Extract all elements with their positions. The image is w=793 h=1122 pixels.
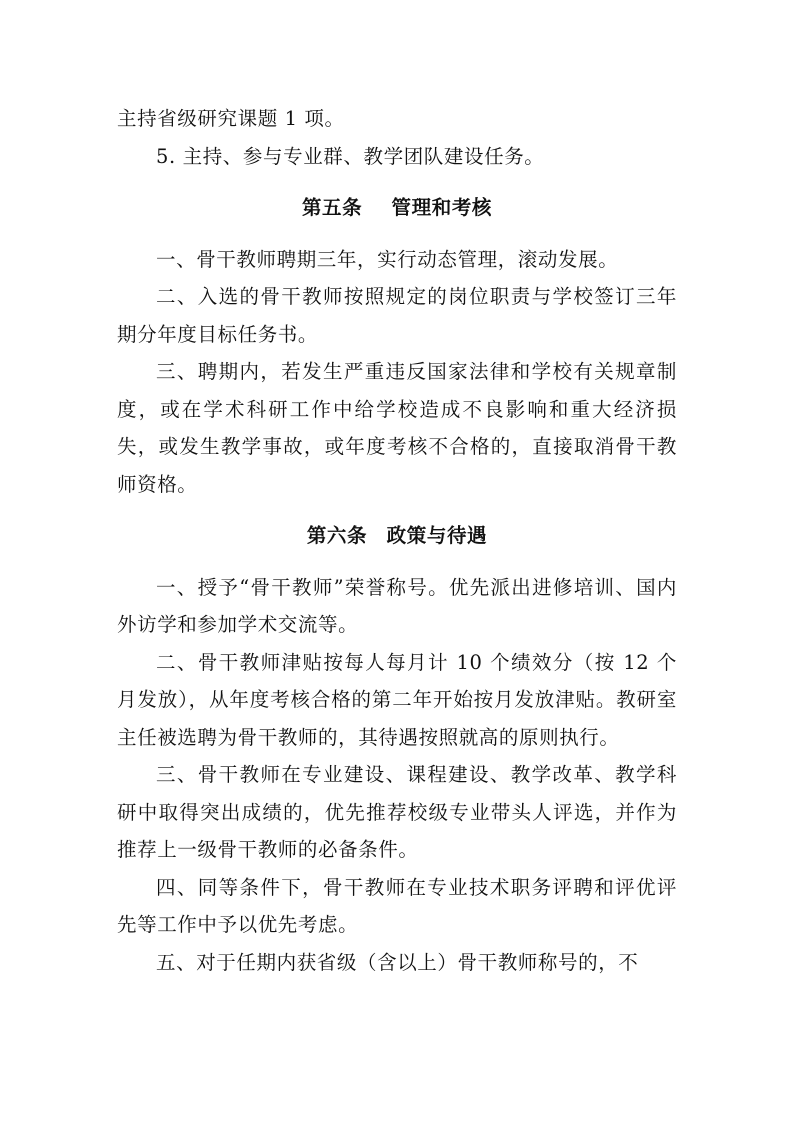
section-heading-6 [117,517,677,555]
section-title: 政策与待遇 [386,524,488,547]
paragraph-item-5: 5. 主持、参与专业群、教学团队建设任务。 [156,144,545,168]
section6-paragraph-5: 五、对于任期内获省级（含以上）骨干教师称号的，不 [156,950,639,974]
section6-paragraph-1: 一、授予“骨干教师”荣誉称号。优先派出进修培训、国内外访学和参加学术交流等。 [117,575,677,636]
paragraph-continued: 主持省级研究课题 1 项。 [117,107,345,130]
section6-paragraph-2: 二、骨干教师津贴按每人每月计 10 个绩效分（按 12 个月发放），从年度考核合格的第二年开始按月发放津贴。教研室主任被选聘为骨干教师的，其待遇按照就高的原则执行。 [117,650,677,749]
section-heading-5 [117,189,677,227]
section-title: 管理和考核 [391,196,493,219]
section6-paragraph-3: 三、骨干教师在专业建设、课程建设、教学改革、教学科研中取得突出成绩的，优先推荐校级专业带头人评选，并作为推荐上一级骨干教师的必备条件。 [117,763,677,861]
section-number: 第五条 [301,196,363,219]
section5-paragraph-2: 二、入选的骨干教师按照规定的岗位职责与学校签订三年期分年度目标任务书。 [117,285,677,346]
section6-paragraph-4: 四、同等条件下，骨干教师在专业技术职务评聘和评优评先等工作中予以优先考虑。 [117,875,677,936]
document-body [117,100,677,981]
section-number: 第六条 [306,524,368,547]
section5-paragraph-3: 三、聘期内，若发生严重违反国家法律和学校有关规章制度，或在学术科研工作中给学校造成不良影响和重大经济损失，或发生教学事故，或年度考核不合格的，直接取消骨干教师资格。 [117,360,677,496]
section5-paragraph-1: 一、骨干教师聘期三年，实行动态管理，滚动发展。 [156,247,619,271]
